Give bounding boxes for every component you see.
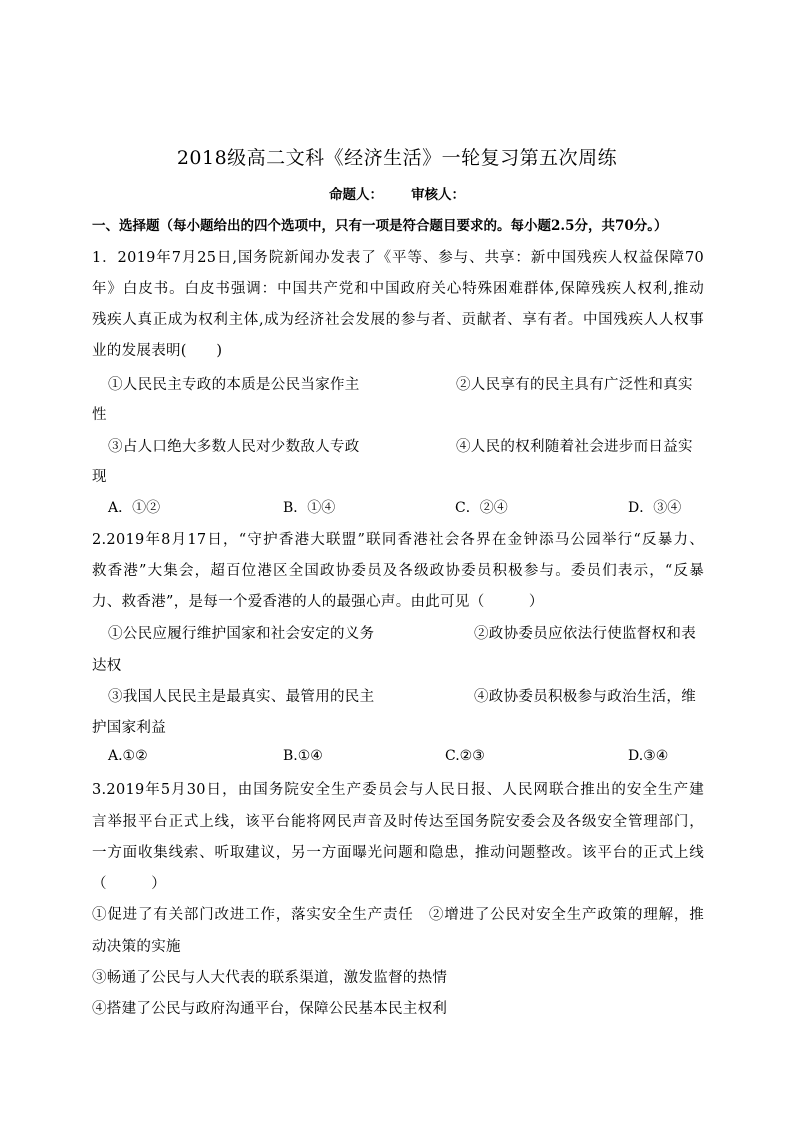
section-header: 一、选择题（每小题给出的四个选项中，只有一项是符合题目要求的。每小题2.5分，共70分。） (92, 218, 668, 234)
q1-statement-4: ④人民的权利随着社会进步而日益实 (456, 439, 693, 455)
q1-statement-1: ①人民民主专政的本质是公民当家作主 (108, 377, 360, 393)
q2-statement-3: ③我国人民民主是最真实、最管用的民主 (108, 689, 375, 705)
q1-statement-row-1 (108, 373, 704, 394)
q2-statement-4: ④政协委员积极参与政治生活，维 (474, 689, 696, 705)
q1-option-c[interactable]: C．②④ (455, 500, 508, 516)
q1-stem-line-4: 业的发展表明( ) (92, 343, 223, 359)
q2-option-a[interactable]: A.①② (108, 748, 148, 764)
q2-statement-4-cont: 护国家利益 (92, 720, 166, 736)
q1-stem-line-1: 1．2019年7月25日,国务院新闻办发表了《平等、参与、共享：新中国残疾人权益保障70 (92, 250, 704, 266)
q2-stem-line-2: 救香港”大集会，超百位港区全国政协委员及各级政协委员积极参与。委员们表示，“反暴 (92, 563, 704, 579)
q2-statement-1: ①公民应履行维护国家和社会安定的义务 (108, 626, 375, 642)
q1-stem-line-3: 残疾人真正成为权利主体,成为经济社会发展的参与者、贡献者、享有者。中国残疾人人权事 (92, 312, 704, 328)
q2-stem-line-3: 力、救香港”，是每一个爱香港的人的最强心声。由此可见（ ） (92, 594, 544, 610)
page-title: 2018级高二文科《经济生活》一轮复习第五次周练 (176, 147, 618, 169)
q1-stem-line-2: 年》白皮书。白皮书强调：中国共产党和中国政府关心特殊困难群体,保障残疾人权利,推动 (92, 281, 704, 297)
q1-statement-4-cont: 现 (92, 469, 107, 485)
q1-option-b[interactable]: B．①④ (283, 500, 336, 516)
q1-statement-2-cont: 性 (92, 407, 107, 423)
q1-statement-row-2 (108, 435, 704, 456)
q3-stem-line-1: 3.2019年5月30日，由国务院安全生产委员会与人民日报、人民网联合推出的安全生产建 (92, 782, 704, 798)
q2-option-d[interactable]: D.③④ (628, 748, 669, 764)
proposer-label: 命题人： (329, 187, 383, 203)
q2-statement-row-1 (108, 622, 704, 643)
authors-line (0, 183, 794, 203)
q1-option-a[interactable]: A．①② (108, 500, 161, 516)
q2-statement-row-2 (108, 685, 704, 706)
q2-statement-2-cont: 达权 (92, 658, 122, 674)
q3-statement-line-3: ③畅通了公民与人大代表的联系渠道，激发监督的热情 (92, 970, 448, 986)
q3-stem-line-2: 言举报平台正式上线，该平台能将网民声音及时传达至国务院安委会及各级安全管理部门， (92, 814, 704, 830)
q1-statement-3: ③占人口绝大多数人民对少数敌人专政 (108, 439, 360, 455)
q2-option-c[interactable]: C.②③ (445, 748, 485, 764)
q2-option-b[interactable]: B.①④ (283, 748, 323, 764)
q2-stem-line-1: 2.2019年8月17日，“守护香港大联盟”联同香港社会各界在金钟添马公园举行“反暴力、 (92, 532, 704, 548)
q1-option-d[interactable]: D．③④ (628, 500, 682, 516)
q3-stem-line-3: 一方面收集线索、听取建议，另一方面曝光问题和隐患，推动问题整改。该平台的正式上线 (92, 845, 704, 861)
q3-stem-line-4: （ ） (92, 876, 166, 892)
q2-statement-2: ②政协委员应依法行使监督权和表 (474, 626, 696, 642)
reviewer-label: 审核人： (411, 187, 465, 203)
q3-statement-line-4: ④搭建了公民与政府沟通平台，保障公民基本民主权利 (92, 1001, 448, 1017)
q3-statement-line-1: ①促进了有关部门改进工作，落实安全生产责任 ②增进了公民对安全生产政策的理解，推 (92, 907, 704, 923)
q3-statement-line-2: 动决策的实施 (92, 939, 181, 955)
q1-statement-2: ②人民享有的民主具有广泛性和真实 (456, 377, 693, 393)
